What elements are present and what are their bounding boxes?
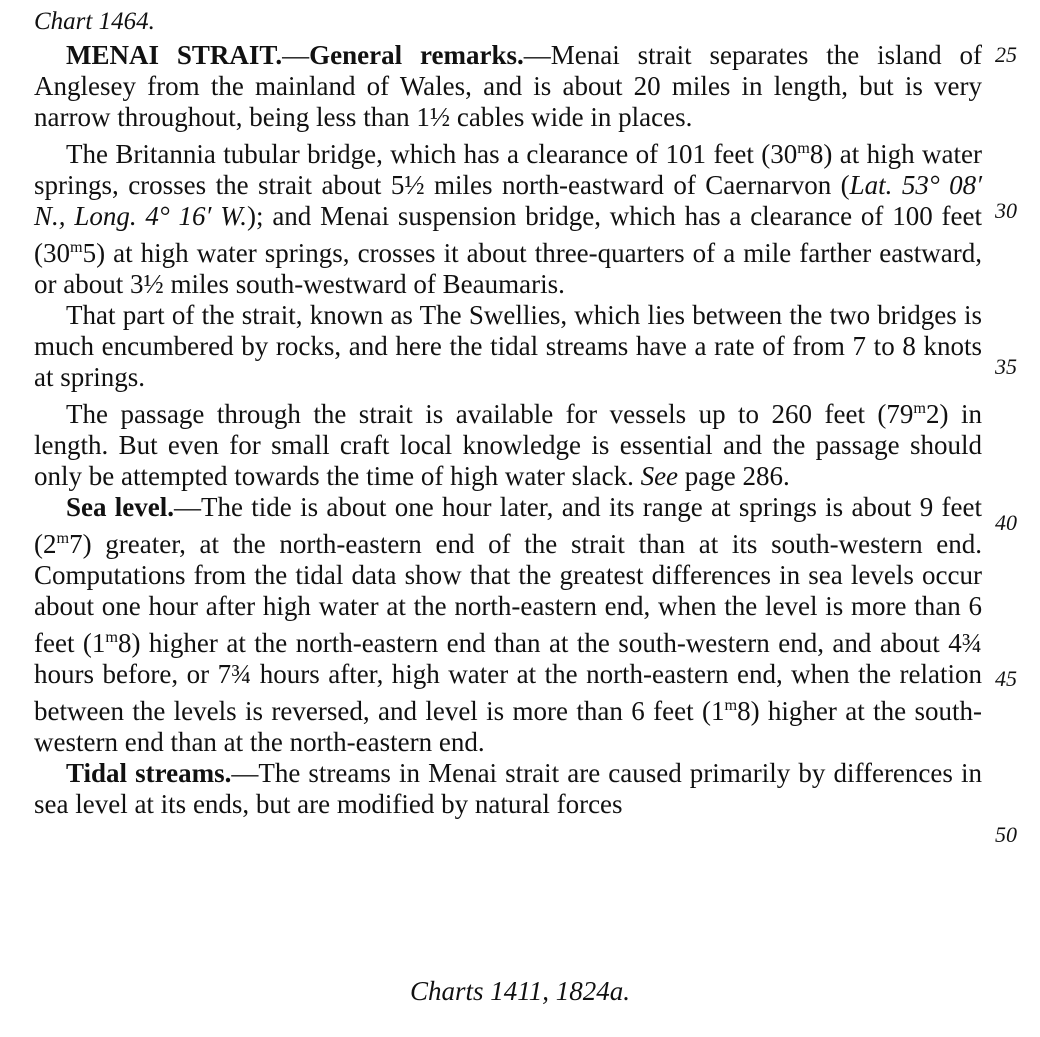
section-heading-tidal-streams: Tidal streams. [66,758,232,788]
section-heading-sea-level: Sea level. [66,492,175,522]
paragraph-text: ); and Menai suspension bridge, which has a clearance of 100 feet (30 [34,201,982,268]
paragraph-text: 8) higher at the south-western end than at the north-eastern end. [34,696,982,757]
chart-reference-footer: Charts 1411, 1824a. [409,976,631,1006]
paragraph-text: The Britannia tubular bridge, which has a clearance of 101 feet (30 [66,139,798,169]
paragraph-text: 8) at high water springs, crosses the strait about 5½ miles north-eastward of Caernarvon ( [34,139,983,200]
paragraph-text: 8) higher at the north-eastern end than at the south-western end, and about 4¾ hours before, or 7¾ hours after, high water at the north-eastern end, when the relation between the levels is reversed, and level is more than 6 feet (1 [34,628,983,726]
paragraph-text: That part of the strait, known as The Swellies, which lies between the two bridges is much encumbered by rocks, and here the tidal streams have a rate of from 7 to 8 knots at springs. [34,300,982,392]
metre-superscript: m [56,529,70,547]
paragraph-text: 5) at high water springs, crosses it about three-quarters of a mile farther eastward, or about 3½ miles south-westward of Beaumaris. [34,238,982,299]
paragraph-text: The streams in Menai strait are caused primarily by differences in sea level at its ends, but are modified by natural forces [34,758,982,819]
section-heading-menai-strait: MENAI STRAIT. [66,40,283,70]
lat-long: Lat. 53° 08′ N., Long. 4° 16′ W. [34,170,982,231]
metre-superscript: m [724,696,738,714]
line-number: 50 [995,822,1017,847]
paragraph-general-remarks [34,40,982,133]
dash: — [231,758,259,788]
paragraph-text: The passage through the strait is available for vessels up to 260 feet (79 [66,399,914,429]
dash: — [523,40,551,70]
line-number: 35 [995,354,1017,379]
paragraph-swellies [34,300,982,393]
metre-superscript: m [70,238,83,256]
line-number: 40 [995,510,1017,535]
metre-superscript: m [913,399,927,417]
paragraph-sea-level [34,492,982,758]
paragraph-passage [34,393,982,492]
paragraph-text: The tide is about one hour later, and its range at springs is about 9 feet (2 [34,492,982,559]
dash: — [174,492,202,522]
paragraph-bridges [34,133,982,300]
metre-superscript: m [105,628,118,646]
line-number: 30 [995,198,1017,223]
chart-reference-header: Chart 1464. [34,8,155,35]
dash: — [282,40,310,70]
line-number: 45 [995,666,1017,691]
paragraph-text: 2) in length. But even for small craft local knowledge is essential and the passage should only be attempted towards the time of high water slack. [34,399,982,491]
paragraph-text: 7) greater, at the north-eastern end of the strait than at its south-western end. Computations from the tidal data show that the greatest differences in sea levels occur about one hour after high water at the north-eastern end, when the level is more than 6 feet (1 [34,529,982,658]
body-text [34,40,982,820]
subheading-general-remarks: General remarks. [309,40,524,70]
see-reference: See [640,461,679,491]
metre-superscript: m [797,139,810,157]
paragraph-text: Menai strait separates the island of Anglesey from the mainland of Wales, and is about 20 miles in length, but is very narrow throughout, being less than 1½ cables wide in places. [34,40,982,132]
paragraph-text: page 286. [678,461,790,491]
paragraph-tidal-streams [34,758,982,820]
line-number: 25 [995,42,1017,67]
